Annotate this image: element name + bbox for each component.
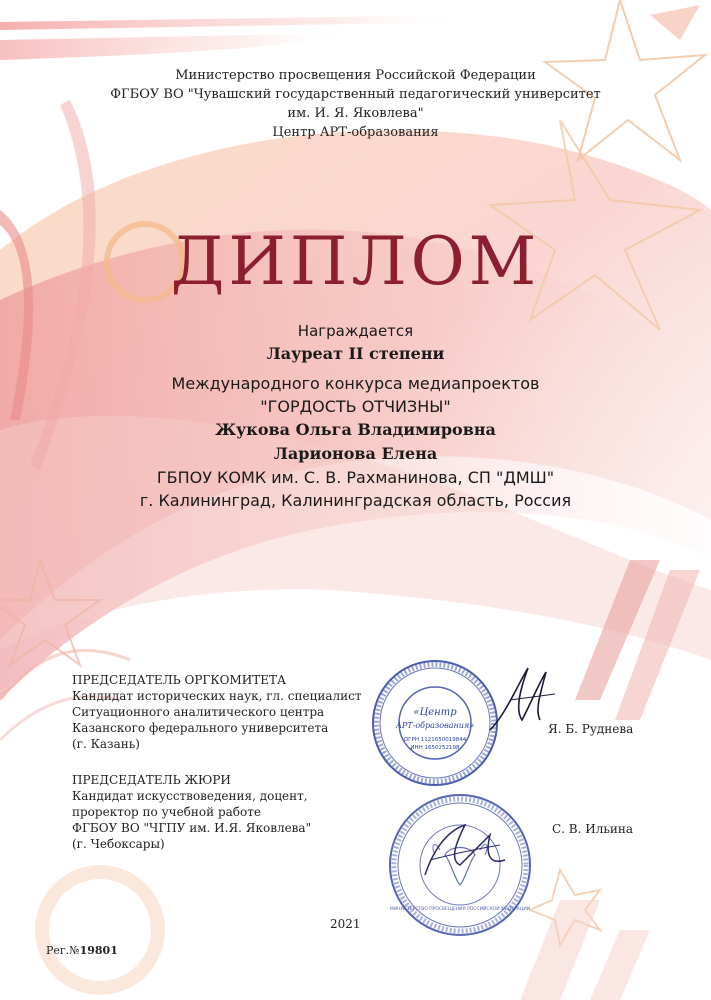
seal-center-line-1: «Центр (413, 707, 457, 718)
jury-desc-1: Кандидат искусствоведения, доцент, (72, 789, 308, 803)
org-committee-role: ПРЕДСЕДАТЕЛЬ ОРГКОМИТЕТА (72, 673, 287, 687)
org-committee-signature-block (72, 672, 361, 752)
header-center: Центр АРТ-образования (272, 125, 439, 140)
jury-name: С. В. Ильина (552, 822, 634, 836)
award-rank: Лауреат II степени (266, 344, 445, 363)
contest-title: "ГОРДОСТЬ ОТЧИЗНЫ" (260, 397, 451, 416)
contest-name: Международного конкурса медиапроектов (171, 374, 540, 393)
header-ministry: Министерство просвещения Российской Федерации (175, 68, 536, 83)
ministry-seal-text: МИНИСТЕРСТВО ПРОСВЕЩЕНИЯ РОССИЙСКОЙ ФЕДЕРАЦИИ (389, 907, 531, 912)
org-committee-desc-3: Казанского федерального университета (72, 721, 329, 735)
jury-desc-3: ФГБОУ ВО "ЧГПУ им. И.Я. Яковлева" (72, 821, 312, 835)
seal-center-line-2: АРТ-образования» (395, 721, 475, 730)
issuer-header (0, 66, 711, 142)
org-committee-desc-1: Кандидат исторических наук, гл. специалист (72, 689, 362, 703)
seal-inn: ИНН 1650252198 (410, 745, 460, 751)
recipient-name-1: Жукова Ольга Владимировна (215, 420, 496, 439)
jury-desc-4: (г. Чебоксары) (72, 837, 165, 851)
registration-number (46, 944, 118, 957)
org-committee-desc-4: (г. Казань) (72, 737, 140, 751)
recipient-name-2: Ларионова Елена (273, 444, 438, 463)
jury-signature-block (72, 772, 311, 852)
diploma-title: ДИПЛОМ (170, 223, 541, 300)
recipient-location: г. Калининград, Калининградская область, Россия (139, 491, 572, 510)
org-committee-desc-2: Ситуационного аналитического центра (72, 705, 325, 719)
recipient-organization: ГБПОУ КОМК им. С. В. Рахманинова, СП "ДМШ" (156, 468, 555, 487)
registration-value: 19801 (79, 944, 118, 957)
jury-role: ПРЕДСЕДАТЕЛЬ ЖЮРИ (72, 773, 231, 787)
org-committee-name: Я. Б. Руднева (548, 722, 634, 736)
header-university-name: им. И. Я. Яковлева" (287, 106, 424, 121)
org-committee-handwritten-signature (480, 660, 560, 740)
jury-desc-2: проректор по учебной работе (72, 805, 261, 819)
registration-label: Рег.№ (46, 944, 80, 957)
diploma-year: 2021 (330, 917, 361, 931)
jury-handwritten-signature (410, 805, 520, 895)
awarded-label: Награждается (297, 322, 414, 340)
award-section (0, 320, 711, 512)
seal-ogrn: ОГРН 1121650019844 (403, 737, 467, 743)
header-university: ФГБОУ ВО "Чувашский государственный педагогический университет (110, 87, 601, 102)
